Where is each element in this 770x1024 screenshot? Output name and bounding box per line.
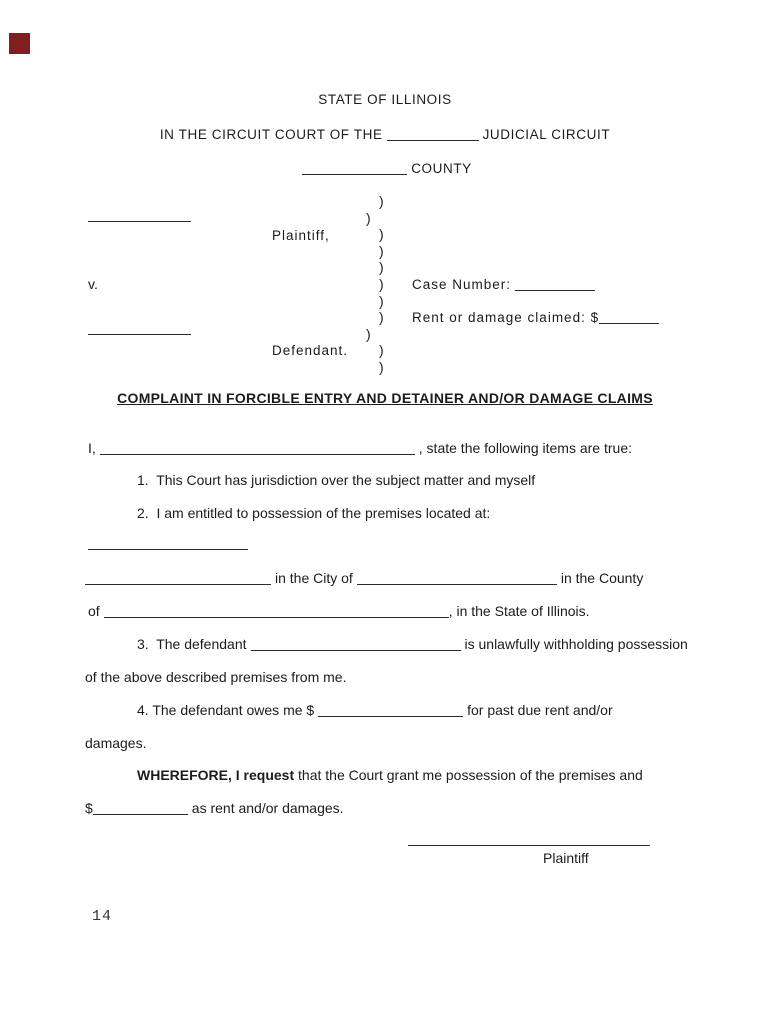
circuit-court-heading (0, 126, 770, 143)
amount-owed-blank[interactable] (318, 704, 463, 717)
amount-suffix: as rent and/or damages. (191, 800, 344, 816)
caption-paren: ) (379, 193, 384, 209)
defendant-name-blank[interactable] (88, 334, 191, 335)
caption-paren: ) (366, 325, 371, 342)
caption-paren: ) (379, 259, 384, 276)
plaintiff-signature-blank[interactable] (408, 845, 650, 846)
county-name-blank[interactable] (104, 605, 449, 618)
versus-label: v. (88, 276, 98, 292)
wherefore-line (137, 767, 643, 784)
state-heading: STATE OF ILLINOIS (318, 92, 452, 107)
judicial-circuit-blank[interactable] (387, 128, 479, 141)
county-state-line (88, 603, 590, 620)
plaintiff-name-blank[interactable] (88, 221, 191, 222)
county-label: COUNTY (411, 161, 472, 176)
wherefore-rest: that the Court grant me possession of the premises and (294, 767, 643, 783)
rent-claimed-row (412, 309, 663, 326)
case-number-label: Case Number: (412, 277, 512, 292)
caption-paren: ) (379, 358, 384, 375)
item4-suffix: for past due rent and/or (467, 702, 613, 718)
plaintiff-caption-label: Plaintiff, (272, 228, 330, 243)
caption-paren: ) (379, 275, 384, 292)
county-suffix-label: in the County (560, 570, 644, 586)
item3-suffix: is unlawfully withholding possession (464, 636, 688, 652)
item-3-withholding (137, 636, 688, 653)
judgment-amount-blank[interactable] (93, 802, 188, 815)
item-4-owes (137, 702, 613, 719)
address-city-line (85, 570, 643, 587)
item-1-jurisdiction: 1. This Court has jurisdiction over the subject matter and myself (137, 472, 536, 488)
intro-line (88, 440, 632, 457)
intro-suffix: , state the following items are true: (418, 440, 632, 456)
intro-prefix: I, (88, 440, 96, 456)
city-name-blank[interactable] (357, 572, 557, 585)
case-number-blank[interactable] (515, 278, 595, 291)
premises-address-blank-2[interactable] (85, 572, 271, 585)
premises-address-blank[interactable] (88, 549, 248, 550)
judgment-amount-line (85, 800, 344, 817)
case-number-row (412, 276, 599, 293)
item-2-possession: 2. I am entitled to possession of the premises located at: (137, 505, 491, 521)
caption-paren: ) (379, 292, 384, 309)
corner-stamp-mark (9, 33, 30, 54)
item-4-continued: damages. (85, 735, 147, 751)
caption-paren: ) (379, 309, 384, 326)
caption-paren: ) (366, 209, 371, 226)
caption-paren-column (366, 193, 384, 376)
wherefore-bold: WHEREFORE, I request (137, 767, 295, 783)
defendant-blank[interactable] (251, 638, 461, 651)
circuit-court-suffix: JUDICIAL CIRCUIT (482, 127, 611, 142)
county-heading (0, 160, 770, 177)
page-number: 14 (92, 908, 113, 925)
city-label: in the City of (275, 570, 353, 586)
signature-label: Plaintiff (543, 850, 589, 866)
amount-prefix: $ (85, 800, 93, 816)
caption-paren: ) (379, 226, 384, 243)
state-suffix: , in the State of Illinois. (448, 603, 590, 619)
rent-claimed-label: Rent or damage claimed: $ (412, 310, 600, 325)
declarant-name-blank[interactable] (100, 442, 415, 455)
caption-paren: ) (379, 242, 384, 259)
county-blank[interactable] (302, 162, 407, 175)
caption-paren: ) (379, 342, 384, 359)
item4-prefix: 4. The defendant owes me $ (137, 702, 319, 718)
defendant-caption-label: Defendant. (272, 343, 349, 358)
of-prefix: of (88, 603, 100, 619)
rent-claimed-blank[interactable] (599, 311, 659, 324)
document-title: COMPLAINT IN FORCIBLE ENTRY AND DETAINER AND/OR DAMAGE CLAIMS (117, 390, 653, 406)
circuit-court-prefix: IN THE CIRCUIT COURT OF THE (159, 127, 383, 142)
item3-prefix: 3. The defendant (137, 636, 247, 652)
item-3-continued: of the above described premises from me. (85, 669, 347, 685)
